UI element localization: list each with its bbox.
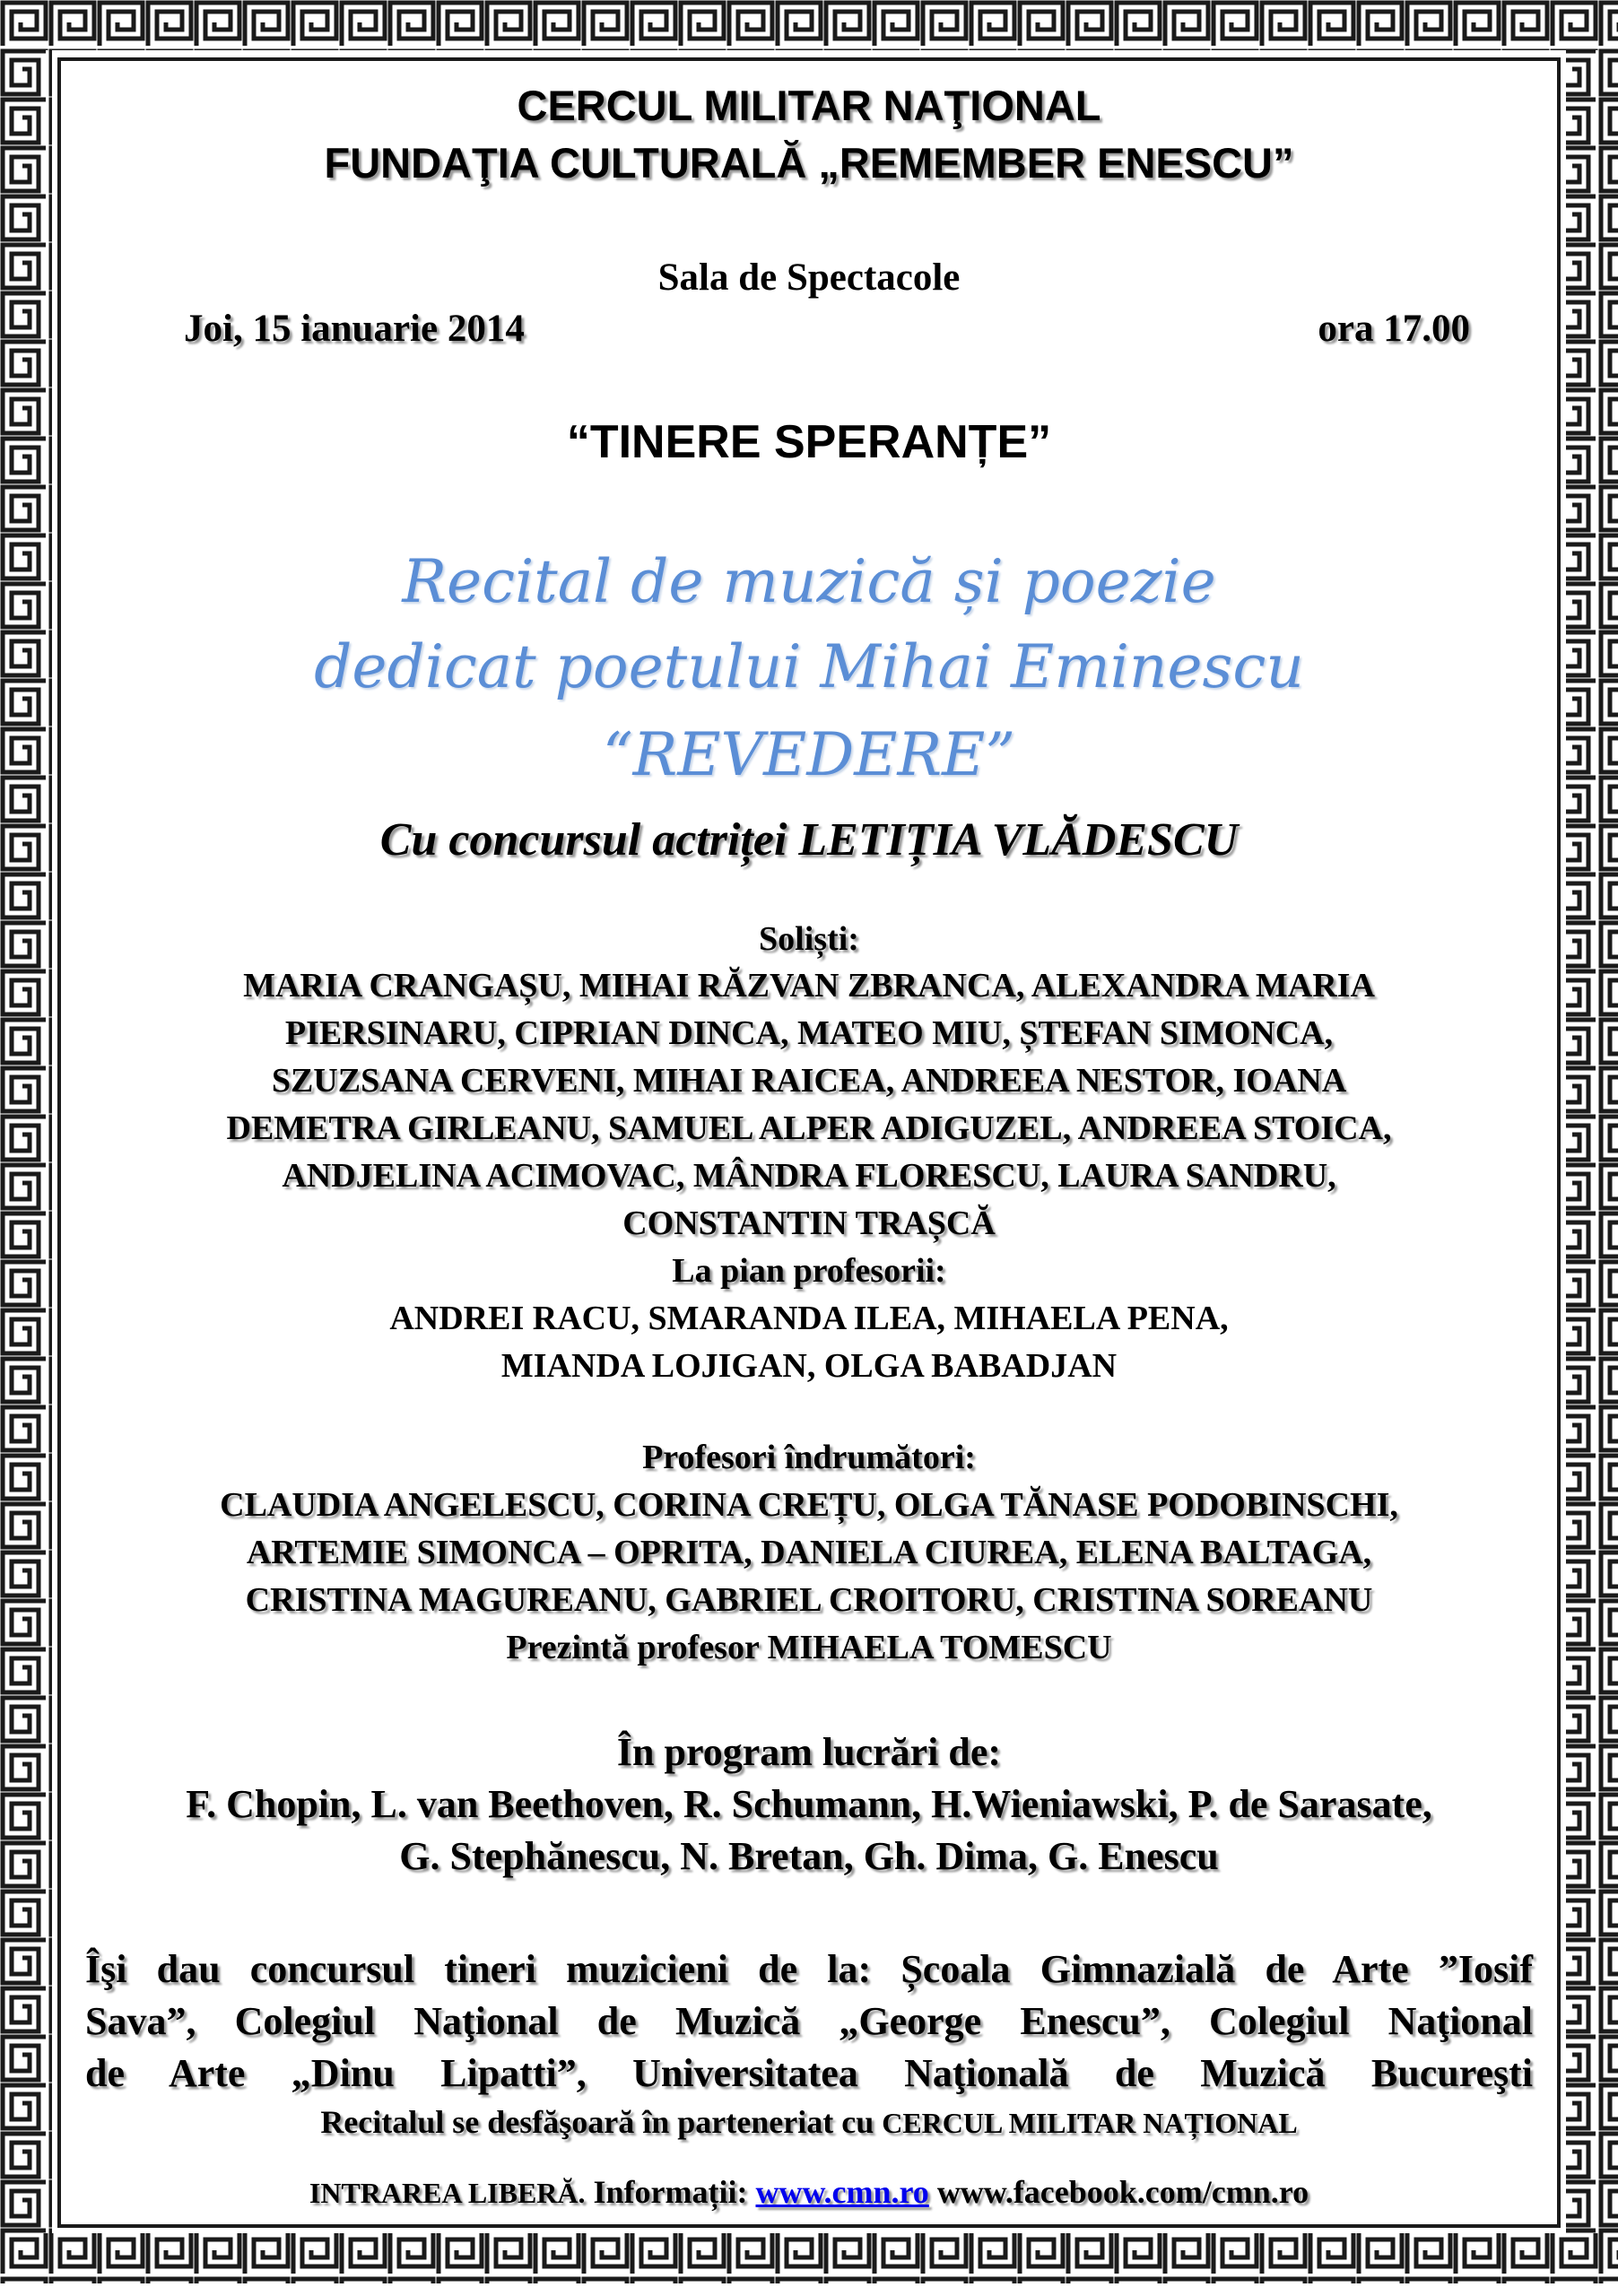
- participants-line: de Arte „Dinu Lipatti”, Universitatea Naţională de Muzică Bucureşti: [85, 2051, 1533, 2095]
- soloists-line: DEMETRA GIRLEANU, SAMUEL ALPER ADIGUZEL, ANDREEA STOICA,: [226, 1109, 1392, 1147]
- recital-line-3: “REVEDERE”: [602, 720, 1016, 789]
- recital-line-2: dedicat poetului Mihai Eminescu: [314, 632, 1304, 701]
- footer-info: [85, 2173, 1533, 2211]
- event-time: ora 17.00: [1318, 308, 1470, 350]
- soloists-line: ANDJELINA ACIMOVAC, MÂNDRA FLORESCU, LAURA SANDRU,: [282, 1157, 1336, 1195]
- soloists-line: SZUZSANA CERVENI, MIHAI RAICEA, ANDREEA NESTOR, IOANA: [271, 1062, 1347, 1100]
- border-right: [1566, 50, 1618, 2233]
- participants-line: Sava”, Colegiul Naţional de Muzică „George Enescu”, Colegiul Naţional: [85, 1999, 1533, 2043]
- partnership-org: CERCUL MILITAR NAȚIONAL: [882, 2107, 1298, 2139]
- teachers-line: CRISTINA MAGUREANU, GABRIEL CROITORU, CRISTINA SOREANU: [245, 1581, 1373, 1619]
- event-date: Joi, 15 ianuarie 2014: [184, 308, 525, 350]
- recital-line-1: Recital de muzică și poezie: [402, 547, 1216, 616]
- piano-label: La pian profesorii:: [672, 1252, 946, 1290]
- guest-actress: Cu concursul actriței LETIȚIA VLĂDESCU: [379, 814, 1239, 865]
- presenter: Prezintă profesor MIHAELA TOMESCU: [506, 1629, 1112, 1666]
- facebook-url: www.facebook.com/cmn.ro: [936, 2174, 1309, 2210]
- teachers-line: ARTEMIE SIMONCA – OPRITA, DANIELA CIUREA, ELENA BALTAGA,: [246, 1534, 1372, 1571]
- program-line: F. Chopin, L. van Beethoven, R. Schumann, H.Wieniawski, P. de Sarasate,: [186, 1782, 1432, 1826]
- soloists-line: PIERSINARU, CIPRIAN DINCA, MATEO MIU, ȘTEFAN SIMONCA,: [284, 1014, 1334, 1052]
- program-line: G. Stephănescu, N. Bretan, Gh. Dima, G. Enescu: [399, 1834, 1219, 1878]
- soloists-line: MARIA CRANGAȘU, MIHAI RĂZVAN ZBRANCA, ALEXANDRA MARIA: [243, 967, 1375, 1004]
- venue: Sala de Spectacole: [657, 257, 961, 299]
- teachers-line: CLAUDIA ANGELESCU, CORINA CREȚU, OLGA TĂNASE PODOBINSCHI,: [220, 1486, 1398, 1524]
- participants-line: Îşi dau concursul tineri muzicieni de la: Școala Gimnazială de Arte ”Iosif: [85, 1947, 1533, 1991]
- header-line-1: CERCUL MILITAR NAŢIONAL: [517, 82, 1101, 129]
- border-top: [0, 0, 1618, 50]
- border-bottom: [0, 2233, 1618, 2283]
- soloists-label: Soliști:: [759, 920, 859, 958]
- teachers-label: Profesori îndrumători:: [642, 1439, 976, 1476]
- piano-line: ANDREI RACU, SMARANDA ILEA, MIHAELA PENA,: [389, 1300, 1229, 1337]
- piano-line: MIANDA LOJIGAN, OLGA BABADJAN: [500, 1347, 1118, 1385]
- header-line-2: FUNDAŢIA CULTURALĂ „REMEMBER ENESCU”: [324, 139, 1294, 187]
- website-link[interactable]: www.cmn.ro: [755, 2174, 929, 2210]
- free-entry: INTRAREA LIBERĂ.: [309, 2177, 586, 2209]
- program-label: În program lucrări de:: [616, 1730, 1002, 1774]
- border-left: [0, 50, 52, 2233]
- partnership-note: [85, 2103, 1533, 2141]
- event-title: “TINERE SPERANȚE”: [566, 416, 1052, 468]
- partnership-text: Recitalul se desfăşoară în parteneriat cu: [320, 2104, 874, 2140]
- flyer-content: [85, 72, 1533, 2233]
- soloists-line: CONSTANTIN TRAȘCĂ: [622, 1205, 996, 1242]
- info-label: Informații:: [593, 2174, 748, 2210]
